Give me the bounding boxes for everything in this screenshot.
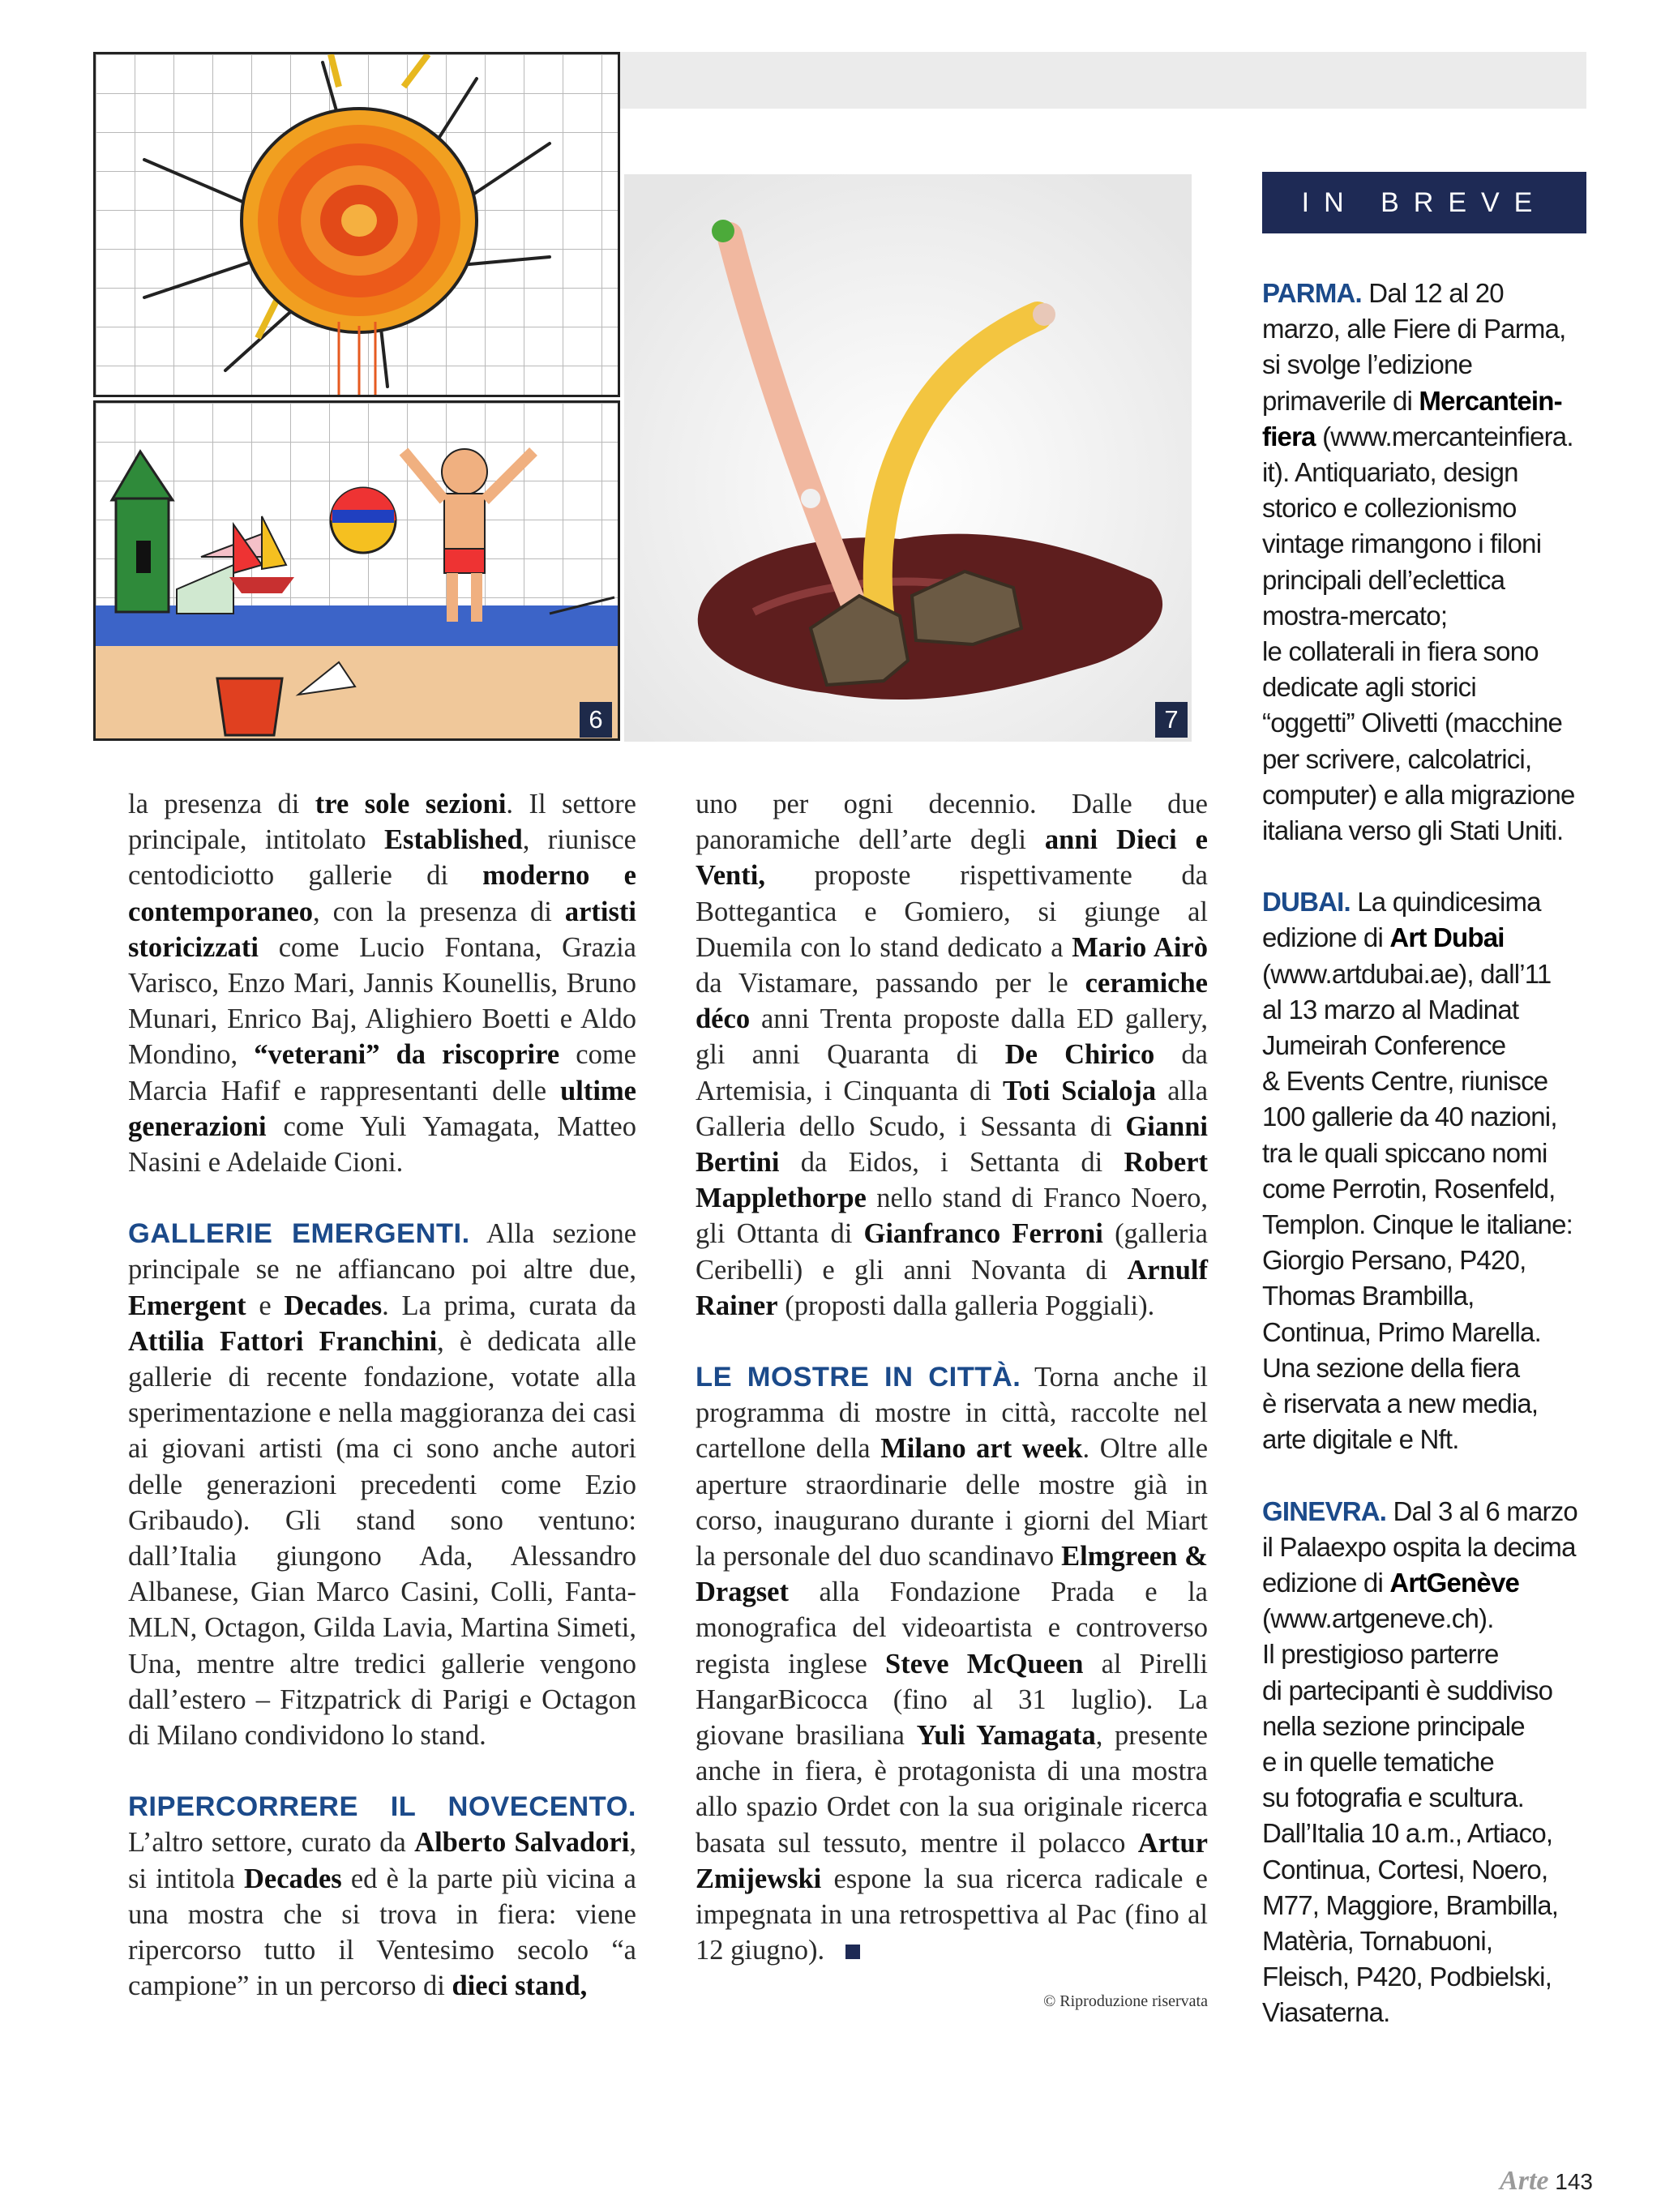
bold-text: Toti Scialoja xyxy=(1003,1075,1157,1106)
col1-paragraph-1 xyxy=(128,786,636,1180)
text-run: Una sezione della fiera xyxy=(1262,1352,1520,1383)
bold-text: Artur Zmijewski xyxy=(696,1827,1208,1894)
brief-line xyxy=(1262,311,1595,347)
bold-text: tre sole sezioni xyxy=(315,789,507,819)
text-run: . Oltre alle aperture straordinarie delle mostre già in corso, inaugurano durante i giorni del Miart la personale del duo scandinavo xyxy=(696,1433,1209,1572)
text-run: Fleisch, P420, Podbielski, xyxy=(1262,1962,1552,1992)
brief-line xyxy=(1262,1565,1595,1601)
bold-text: De Chirico xyxy=(1004,1039,1155,1071)
text-run: da Eidos, i Settanta di xyxy=(779,1147,1124,1179)
figure-7-number-badge: 7 xyxy=(1155,702,1188,738)
bold-text: Art Dubai xyxy=(1389,922,1505,953)
bold-text: artisti storicizzati xyxy=(128,896,636,963)
brief-line xyxy=(1262,1852,1595,1888)
brief-ginevra xyxy=(1262,1494,1595,2031)
bold-text: Elmgreen & Dragset xyxy=(696,1541,1208,1608)
text-run: Dall’Italia 10 a.m., Artiaco, xyxy=(1262,1818,1553,1849)
article-column-2 xyxy=(696,786,1208,2019)
brief-line xyxy=(1262,1744,1595,1780)
text-run: , si intitola xyxy=(128,1827,636,1894)
sun-drawing xyxy=(96,54,618,395)
copyright-credit: © Riproduzione riservata xyxy=(1043,1992,1208,2010)
section-heading: DUBAI. xyxy=(1262,887,1351,918)
bold-text: Decades xyxy=(244,1863,342,1894)
brief-line xyxy=(1262,920,1595,956)
text-run: Templon. Cinque le italiane: xyxy=(1262,1209,1573,1240)
text-run: computer) e alla migrazione xyxy=(1262,779,1575,810)
col1-paragraph-gallerie-emergenti xyxy=(128,1216,636,1753)
brief-line xyxy=(1262,1709,1595,1744)
brief-line xyxy=(1262,1959,1595,1995)
brief-line xyxy=(1262,1278,1595,1314)
bold-text: Alberto Salvadori xyxy=(414,1827,630,1859)
bold-text: Emergent xyxy=(128,1290,246,1321)
text-run: dedicate agli storici xyxy=(1262,672,1476,703)
brief-line xyxy=(1262,598,1595,634)
section-heading: LE MOSTRE IN CITTÀ. xyxy=(696,1362,1021,1393)
end-mark xyxy=(845,1945,860,1959)
bold-text: Attilia Fattori Franchini xyxy=(128,1325,438,1357)
brief-line xyxy=(1262,1386,1595,1422)
text-run: (galleria Ceribelli) e gli anni Novanta di xyxy=(696,1218,1208,1286)
text-run: su fotografia e scultura. xyxy=(1262,1782,1525,1813)
brief-line xyxy=(1262,956,1595,992)
brief-line xyxy=(1262,1171,1595,1207)
text-run: marzo, alle Fiere di Parma, xyxy=(1262,314,1566,344)
brief-line xyxy=(1262,1099,1595,1135)
text-run: uno per ogni decennio. Dalle due panoramiche dell’arte degli xyxy=(696,789,1208,856)
section-heading: GALLERIE EMERGENTI. xyxy=(128,1218,470,1250)
brief-line xyxy=(1262,347,1595,383)
text-run: Thomas Brambilla, xyxy=(1262,1281,1475,1311)
text-run: it). Antiquariato, design xyxy=(1262,457,1518,488)
article-column-1 xyxy=(128,786,636,2004)
bold-text: ultime generazioni xyxy=(128,1075,636,1142)
text-run: Jumeirah Conference xyxy=(1262,1030,1506,1061)
text-run: proposte rispettivamente da Bottegantica e Gomiero, si giunge al Duemila con lo stand dedicato a xyxy=(696,860,1208,963)
bold-text: Milano art week xyxy=(880,1433,1083,1465)
brief-line xyxy=(1262,1888,1595,1923)
text-run: (proposti dalla galleria Poggiali). xyxy=(777,1290,1155,1321)
brief-line xyxy=(1262,777,1595,813)
magazine-logo: Arte xyxy=(1500,2166,1549,2196)
text-run: nello stand di Franco Noero, gli Ottanta di xyxy=(696,1183,1208,1250)
text-run: Continua, Primo Marella. xyxy=(1262,1316,1541,1347)
text-run: come Marcia Hafif e rappresentanti delle xyxy=(128,1039,636,1106)
section-heading: RIPERCORRERE IL NOVECENTO. xyxy=(128,1791,636,1823)
text-run: alla Galleria dello Scudo, i Sessanta di xyxy=(696,1075,1209,1142)
brief-line xyxy=(1262,1315,1595,1350)
brief-line xyxy=(1262,742,1595,777)
text-run: espone la sua ricerca radicale e impegnata in una retrospettiva al Pac (fino al 12 giugno). xyxy=(696,1863,1208,1966)
brief-line xyxy=(1262,1136,1595,1171)
text-run: (www.artdubai.ae), dall’11 xyxy=(1262,958,1552,989)
text-run: . Il settore principale, intitolato xyxy=(128,789,636,856)
in-breve-header: IN BREVE xyxy=(1262,172,1586,233)
section-heading: GINEVRA. xyxy=(1262,1495,1387,1526)
text-run: al 13 marzo al Madinat xyxy=(1262,994,1519,1025)
text-run: Torna anche il programma di mostre in città, raccolte nel cartellone della xyxy=(696,1362,1208,1465)
brief-line xyxy=(1262,526,1595,562)
text-run: . La prima, curata da xyxy=(382,1290,636,1321)
bold-text: Gianni Bertini xyxy=(696,1110,1208,1179)
bold-text: anni Dieci e Venti, xyxy=(696,824,1208,892)
brief-line xyxy=(1262,490,1595,526)
text-run: arte digitale e Nft. xyxy=(1262,1424,1459,1455)
bold-text: Mario Airò xyxy=(1072,931,1208,963)
text-run: di partecipanti è suddiviso xyxy=(1262,1675,1553,1705)
text-run: da Vistamare, passando per le xyxy=(696,968,1085,999)
brief-line xyxy=(1262,1601,1595,1637)
text-run: Giorgio Persano, P420, xyxy=(1262,1245,1526,1276)
brief-line xyxy=(1262,563,1595,598)
brief-line xyxy=(1262,419,1595,455)
bold-text: ceramiche déco xyxy=(696,968,1208,1035)
text-run: L’altro settore, curato da xyxy=(128,1827,415,1859)
bold-text: moderno e contemporaneo xyxy=(128,860,636,927)
text-run: Il prestigioso parterre xyxy=(1262,1639,1499,1670)
page-number: 143 xyxy=(1555,2169,1593,2194)
text-run: e xyxy=(246,1290,285,1321)
beach-drawing xyxy=(96,403,618,738)
text-run: anni Trenta proposte dalla ED gallery, gli anni Quaranta di xyxy=(696,1003,1208,1071)
brief-line xyxy=(1262,670,1595,705)
header-strip xyxy=(620,52,1586,109)
text-run: Continua, Cortesi, Noero, xyxy=(1262,1854,1548,1885)
brief-line xyxy=(1262,1350,1595,1386)
text-run: principali dell’eclettica xyxy=(1262,564,1505,595)
text-run: (www.artgeneve.ch). xyxy=(1262,1603,1494,1634)
figure-6-bottom xyxy=(93,400,620,741)
bold-text: Mercantein- xyxy=(1419,385,1562,416)
brief-line xyxy=(1262,1494,1595,1530)
text-run: e in quelle tematiche xyxy=(1262,1746,1494,1777)
figure-6-number-badge: 6 xyxy=(580,702,612,738)
brief-line xyxy=(1262,1816,1595,1851)
text-run: tra le quali spiccano nomi xyxy=(1262,1137,1547,1168)
brief-line xyxy=(1262,1637,1595,1672)
brief-line xyxy=(1262,276,1595,311)
text-run: La quindicesima xyxy=(1350,887,1541,918)
brief-line xyxy=(1262,1673,1595,1709)
bold-text: fiera xyxy=(1262,421,1316,451)
text-run: edizione di xyxy=(1262,922,1390,953)
bold-text: Steve McQueen xyxy=(885,1648,1084,1679)
text-run: Matèria, Tornabuoni, xyxy=(1262,1925,1493,1956)
brief-line xyxy=(1262,705,1595,741)
brief-line xyxy=(1262,455,1595,490)
text-run: per scrivere, calcolatrici, xyxy=(1262,743,1532,774)
text-run: , presente anche in fiera, è protagonista di una mostra allo spazio Ordet con la sua originale ricerca basata sul tessuto, mentre il polacco xyxy=(696,1720,1208,1859)
brief-line xyxy=(1262,1995,1595,2030)
text-run: 100 gallerie da 40 nazioni, xyxy=(1262,1102,1557,1132)
brief-line xyxy=(1262,1422,1595,1457)
bold-text: Decades xyxy=(284,1290,383,1321)
bold-text: Yuli Yamagata xyxy=(916,1720,1096,1752)
brief-line xyxy=(1262,1780,1595,1816)
text-run: vintage rimangono i filoni xyxy=(1262,528,1542,559)
text-run: Viasaterna. xyxy=(1262,1997,1390,2028)
text-run: primaverile di xyxy=(1262,385,1419,416)
figure-7-photo xyxy=(624,174,1192,742)
text-run: al Pirelli HangarBicocca (fino al 31 luglio). La giovane brasiliana xyxy=(696,1648,1209,1752)
col1-paragraph-ripercorrere xyxy=(128,1789,636,2004)
text-run: le collaterali in fiera sono xyxy=(1262,636,1539,667)
text-run: si svolge l’edizione xyxy=(1262,349,1473,380)
section-heading: PARMA. xyxy=(1262,278,1362,308)
brief-dubai xyxy=(1262,884,1595,1457)
brief-line xyxy=(1262,1530,1595,1565)
text-run: italiana verso gli Stati Uniti. xyxy=(1262,815,1564,846)
bold-text: “veterani” da riscoprire xyxy=(254,1039,560,1071)
text-run: “oggetti” Olivetti (macchine xyxy=(1262,708,1563,738)
text-run: nella sezione principale xyxy=(1262,1710,1525,1741)
sculpture-image xyxy=(624,174,1192,742)
text-run: edizione di xyxy=(1262,1567,1390,1598)
col2-paragraph-mostre-citta xyxy=(696,1359,1208,1968)
text-run: ed è la parte più vicina a una mostra che si trova in fiera: viene ripercorso tutto il Ventesimo secolo “a campione” in un percorso di xyxy=(128,1863,636,2002)
bold-text: Gianfranco Ferroni xyxy=(863,1218,1103,1250)
text-run: , è dedicata alle gallerie di recente fondazione, votate alla sperimentazione e nella maggioranza dei casi ai giovani artisti (ma ci sono anche autori delle generazioni precedenti come Ezio Gribaudo). Gli stand sono ventuno: dall’Italia giungono Ada, Alessandro Albanese, Gian Marco Casini, Colli, Fanta-MLN, Octagon, Gilda Lavia, Martina Simeti, Una, mentre altre tredici gallerie vengono dall’estero – Fitzpatrick di Parigi e Octagon di Milano condividono lo stand. xyxy=(128,1325,636,1752)
text-run: come Lucio Fontana, Grazia Varisco, Enzo Mari, Jannis Kounellis, Bruno Munari, Enrico Baj, Alighiero Boetti e Aldo Mondino, xyxy=(128,931,636,1071)
brief-parma xyxy=(1262,276,1595,849)
text-run: come Yuli Yamagata, Matteo Nasini e Adelaide Cioni. xyxy=(128,1110,636,1179)
brief-line xyxy=(1262,1207,1595,1243)
brief-line xyxy=(1262,1063,1595,1099)
brief-line xyxy=(1262,884,1595,920)
text-run: Dal 12 al 20 xyxy=(1361,278,1504,308)
text-run: la presenza di xyxy=(128,789,315,819)
text-run: storico e collezionismo xyxy=(1262,493,1517,524)
text-run: Dal 3 al 6 marzo xyxy=(1386,1495,1577,1526)
text-run: , riunisce centodiciotto gallerie di xyxy=(128,824,636,892)
brief-line xyxy=(1262,383,1595,419)
text-run: , con la presenza di xyxy=(313,896,565,927)
text-run: Alla sezione principale se ne affiancano poi altre due, xyxy=(128,1218,637,1286)
text-run: da Artemisia, i Cinquanta di xyxy=(696,1039,1208,1106)
brief-line xyxy=(1262,992,1595,1028)
text-run: alla Fondazione Prada e la monografica del videoartista e controverso regista inglese xyxy=(696,1577,1208,1679)
bold-text: ArtGenève xyxy=(1389,1567,1520,1598)
page-footer xyxy=(1500,2166,1593,2197)
bold-text: Arnulf Rainer xyxy=(696,1254,1208,1321)
col2-paragraph-1 xyxy=(696,786,1208,1324)
brief-line xyxy=(1262,1028,1595,1063)
figure-6-top xyxy=(93,52,620,397)
brief-line xyxy=(1262,1243,1595,1278)
bold-text: dieci stand, xyxy=(452,1970,588,2002)
text-run: M77, Maggiore, Brambilla, xyxy=(1262,1889,1559,1920)
brief-line xyxy=(1262,634,1595,670)
text-run: & Events Centre, riunisce xyxy=(1262,1066,1548,1097)
brief-line xyxy=(1262,813,1595,849)
bold-text: Established xyxy=(384,824,523,856)
text-run: è riservata a new media, xyxy=(1262,1388,1539,1419)
text-run: mostra-mercato; xyxy=(1262,600,1448,631)
in-breve-sidebar xyxy=(1262,276,1595,2031)
text-run: (www.mercanteinfiera. xyxy=(1315,421,1573,451)
bold-text: Robert Mapplethorpe xyxy=(696,1147,1208,1214)
brief-line xyxy=(1262,1923,1595,1959)
text-run: come Perrotin, Rosenfeld, xyxy=(1262,1173,1556,1204)
text-run: il Palaexpo ospita la decima xyxy=(1262,1531,1576,1562)
